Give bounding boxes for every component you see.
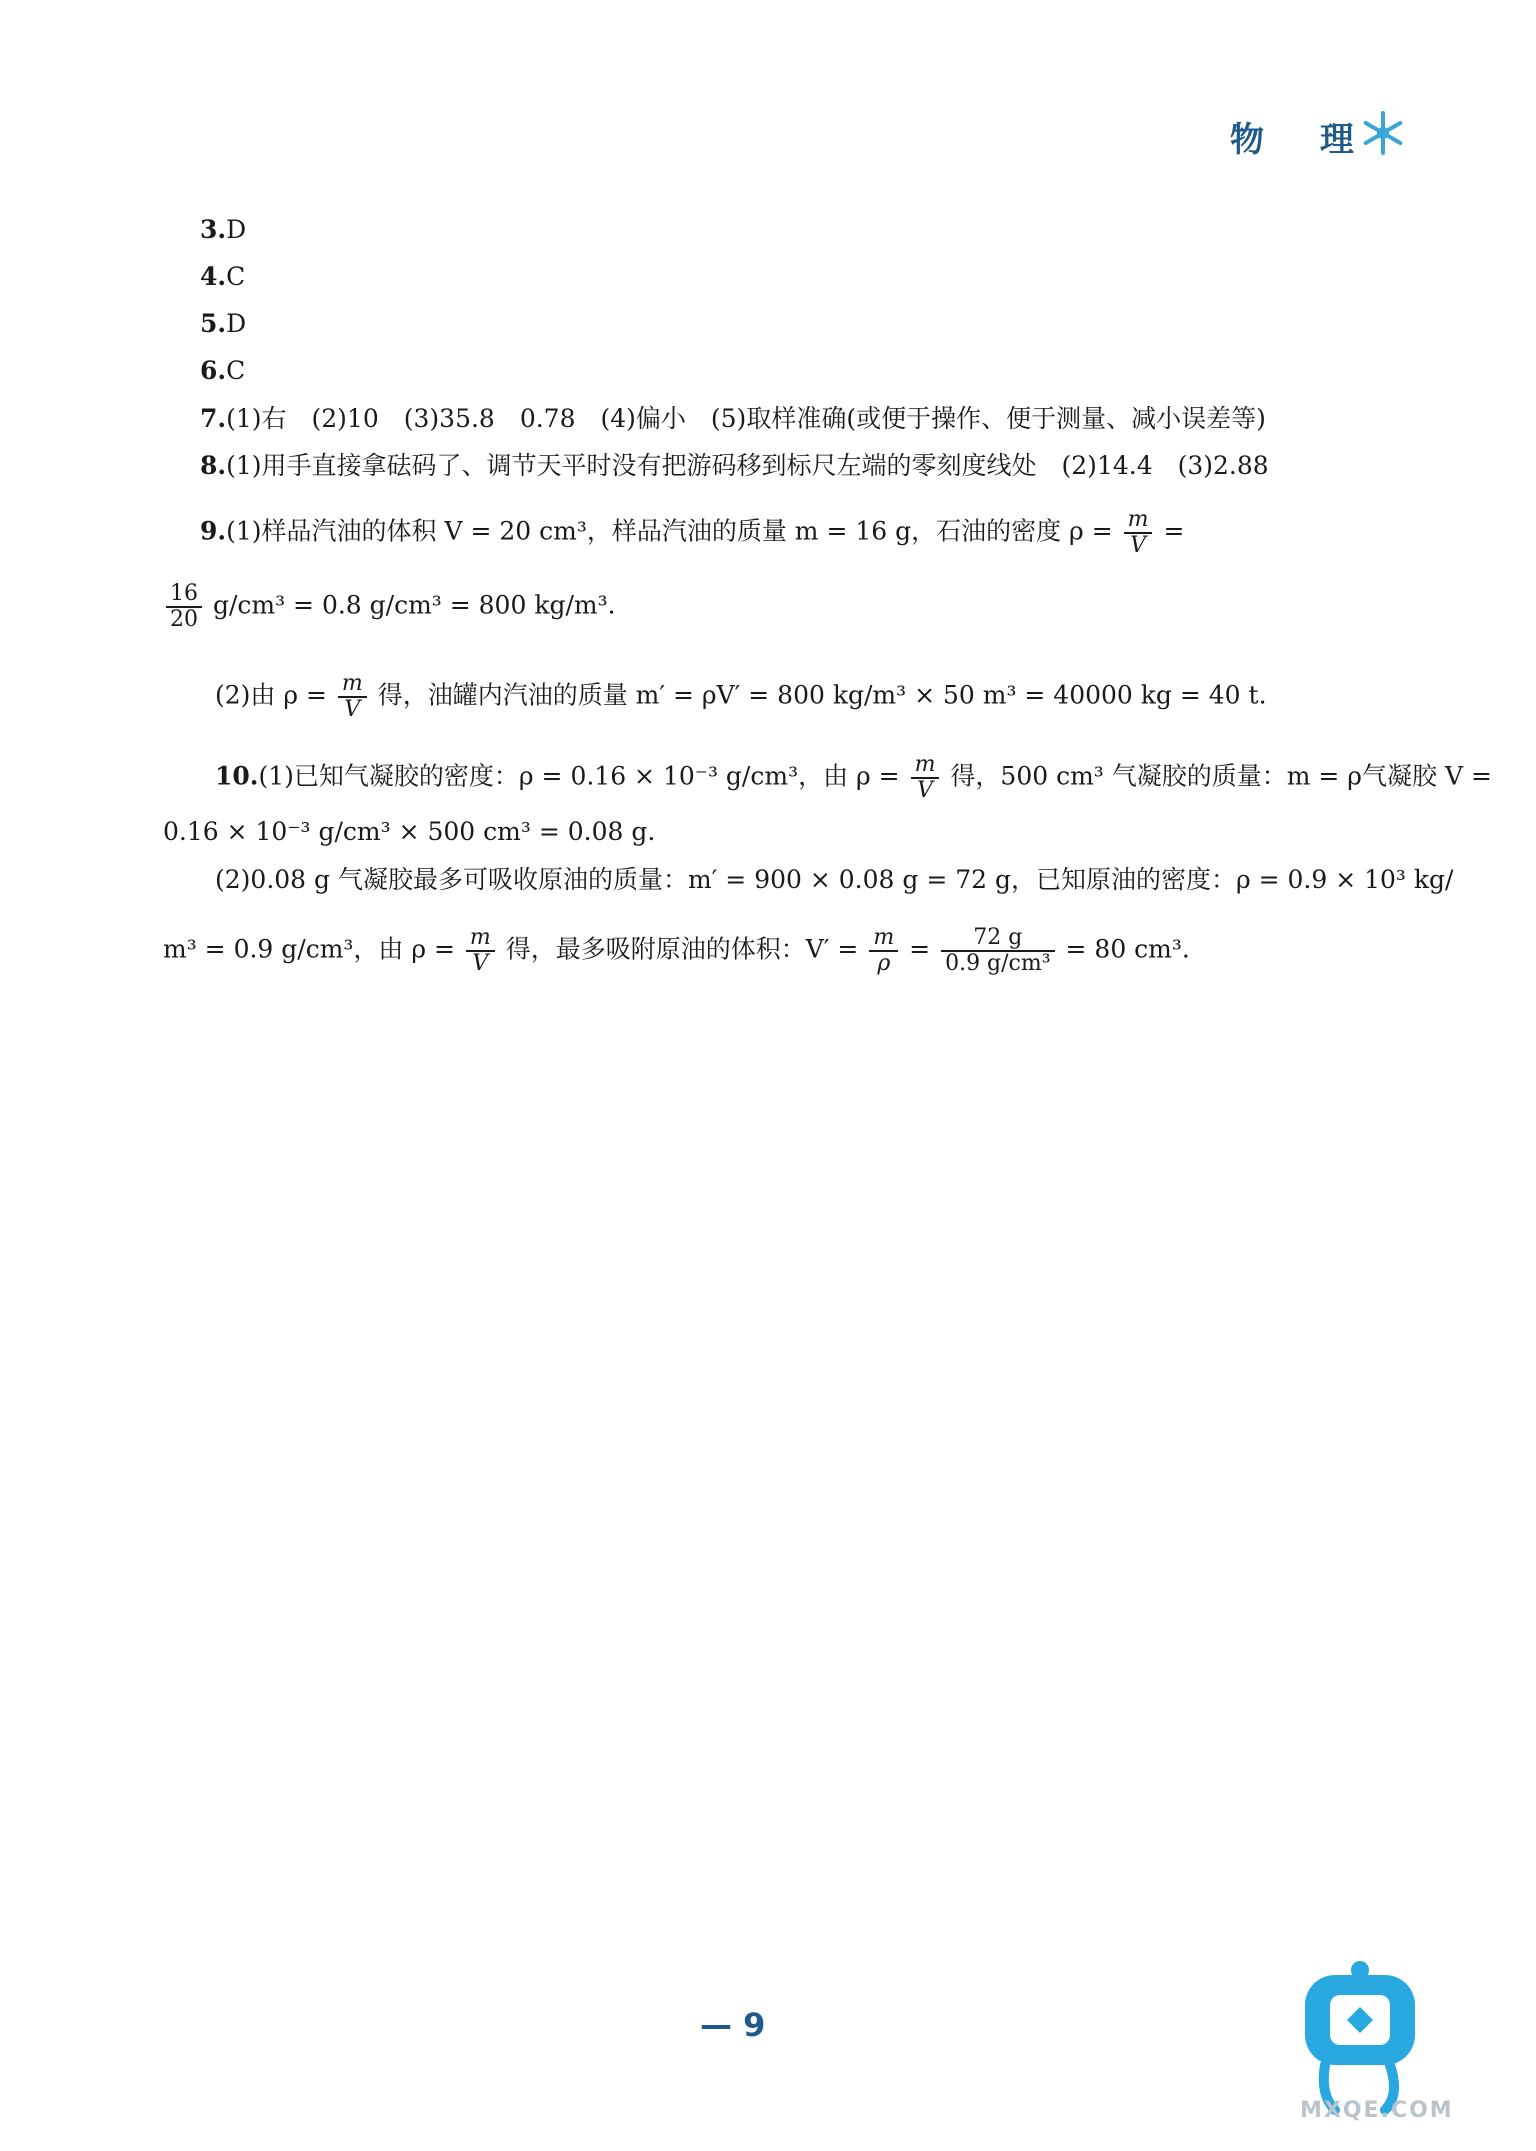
fraction-m-over-v	[911, 753, 940, 803]
answer-text: =	[909, 934, 931, 964]
answer-10-line-2	[163, 816, 655, 848]
fraction-72g-over-density	[941, 926, 1054, 976]
answer-number: 10.	[215, 761, 259, 791]
numerator: m	[338, 672, 367, 698]
answer-9-line-3	[215, 672, 1267, 722]
answer-4	[200, 261, 245, 293]
answer-text: m³ = 0.9 g/cm³，由 ρ =	[163, 934, 455, 964]
numerator: m	[466, 926, 495, 952]
answer-9-line-1	[200, 508, 1184, 558]
answer-text: C	[226, 356, 246, 385]
watermark: MXQE.COM	[1300, 2098, 1454, 2123]
answer-6	[200, 355, 245, 387]
page-number: — 9	[700, 2006, 766, 2044]
fraction-m-over-v	[466, 926, 495, 976]
answer-text: = 80 cm³.	[1065, 934, 1190, 964]
answer-10-line-1	[215, 753, 1492, 803]
answer-text: (1)右 (2)10 (3)35.8 0.78 (4)偏小 (5)取样准确(或便于操作、便于测量、减小误差等)	[226, 404, 1266, 433]
subject-title: 物 理	[1230, 120, 1376, 160]
answer-text: g/cm³ = 0.8 g/cm³ = 800 kg/m³.	[212, 590, 616, 620]
answer-text: (1)用手直接拿砝码了、调节天平时没有把游码移到标尺左端的零刻度线处 (2)14.4 (3)2.88	[226, 451, 1269, 480]
answer-text: 得，油罐内汽油的质量 m′ = ρV′ = 800 kg/m³ × 50 m³ = 40000 kg = 40 t.	[377, 680, 1267, 710]
numerator: 16	[166, 582, 202, 608]
answer-text: C	[226, 262, 246, 291]
answer-10-line-4	[163, 926, 1190, 976]
answer-number: 9.	[200, 516, 227, 546]
fraction-m-over-v	[1124, 508, 1153, 558]
denominator: V	[1130, 533, 1146, 558]
answer-text: =	[1163, 516, 1185, 546]
answer-number: 4.	[200, 262, 227, 291]
answer-text: 得，500 cm³ 气凝胶的质量：m = ρ气凝胶 V =	[950, 761, 1492, 791]
denominator: 20	[170, 607, 198, 632]
answer-text: D	[226, 215, 247, 244]
fraction-16-over-20	[166, 582, 202, 632]
answer-5	[200, 308, 246, 340]
answer-number: 3.	[200, 215, 227, 244]
denominator: 0.9 g/cm³	[945, 951, 1051, 976]
answer-10-line-3	[215, 864, 1453, 896]
denominator: V	[472, 951, 489, 976]
answer-text: 0.16 × 10⁻³ g/cm³ × 500 cm³ = 0.08 g.	[163, 817, 656, 846]
mascot-icon	[1285, 1955, 1465, 2120]
numerator: 72 g	[941, 926, 1054, 952]
answer-number: 8.	[200, 451, 227, 480]
denominator: ρ	[877, 951, 891, 976]
answer-text: (1)样品汽油的体积 V = 20 cm³，样品汽油的质量 m = 16 g，石油的密度 ρ =	[226, 516, 1113, 546]
answer-text: (2)由 ρ =	[215, 680, 327, 710]
answer-text: (2)0.08 g 气凝胶最多可吸收原油的质量：m′ = 900 × 0.08 g = 72 g，已知原油的密度：ρ = 0.9 × 10³ kg/	[215, 865, 1454, 894]
numerator: m	[869, 926, 898, 952]
answer-text: 得，最多吸附原油的体积：V′ =	[505, 934, 859, 964]
numerator: m	[1124, 508, 1153, 534]
denominator: V	[344, 697, 361, 722]
answer-7	[200, 403, 1266, 435]
answer-text: D	[226, 309, 247, 338]
answer-8	[200, 450, 1269, 482]
fraction-m-over-v	[338, 672, 367, 722]
answer-number: 7.	[200, 404, 227, 433]
answer-number: 6.	[200, 356, 227, 385]
answer-text: (1)已知气凝胶的密度：ρ = 0.16 × 10⁻³ g/cm³，由 ρ =	[258, 761, 900, 791]
answer-3	[200, 214, 246, 246]
answer-9-line-2	[163, 582, 616, 632]
fraction-m-over-rho	[869, 926, 898, 976]
denominator: V	[917, 778, 933, 803]
snowflake-icon	[1360, 110, 1406, 156]
numerator: m	[911, 753, 940, 779]
answer-number: 5.	[200, 309, 227, 338]
